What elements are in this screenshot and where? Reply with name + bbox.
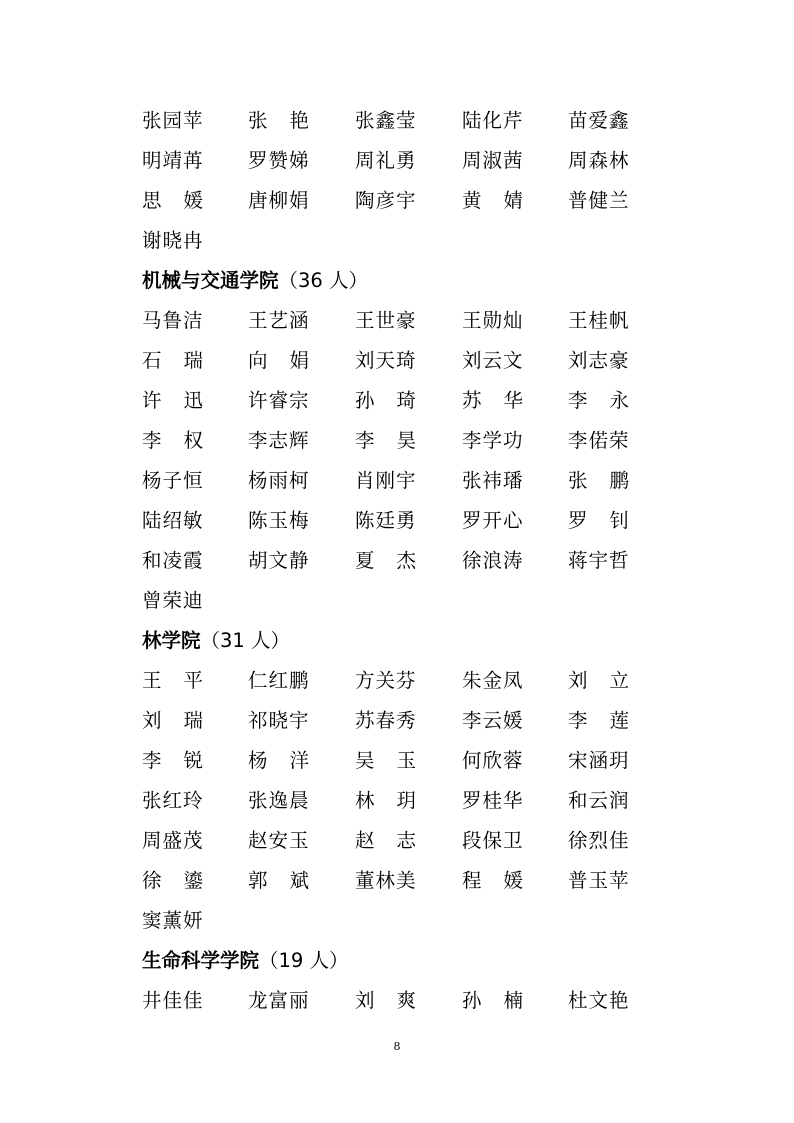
section-heading [142,941,702,981]
person-name: 徐 鎏 [142,869,204,892]
person-name: 徐浪涛 [462,549,524,572]
person-name: 李学功 [462,429,524,452]
person-name: 陶彦宇 [355,189,417,212]
person-name: 王世豪 [355,309,417,332]
person-name: 张红玲 [142,789,204,812]
section-title: 林学院 [142,629,201,652]
name-row [142,421,702,461]
name-row [142,701,702,741]
person-name: 仁红鹏 [248,669,310,692]
person-name: 陆绍敏 [142,509,204,532]
person-name: 王桂帆 [568,309,630,332]
section-count: （31 人） [200,629,291,652]
person-name: 陆化芹 [462,109,524,132]
name-row [142,101,702,141]
person-name: 罗桂华 [462,789,524,812]
person-name: 张祎璠 [462,469,524,492]
person-name: 刘 立 [568,669,630,692]
person-name: 朱金凤 [462,669,524,692]
person-name: 宋涵玥 [568,749,630,772]
person-name: 赵安玉 [248,829,310,852]
person-name: 李 永 [568,389,630,412]
person-name: 和凌霞 [142,549,204,572]
person-name: 王 平 [142,669,204,692]
person-name: 唐柳娟 [248,189,310,212]
name-row [142,581,702,621]
name-row [142,661,702,701]
person-name: 张逸晨 [248,789,310,812]
person-name: 窦薰妍 [142,909,204,932]
person-name: 郭 斌 [248,869,310,892]
name-row [142,901,702,941]
name-row [142,461,702,501]
person-name: 张鑫莹 [355,109,417,132]
section-count: （36 人） [278,269,369,292]
person-name: 孙 楠 [462,989,524,1012]
name-row [142,301,702,341]
section-heading [142,261,702,301]
person-name: 祁晓宇 [248,709,310,732]
person-name: 李云媛 [462,709,524,732]
person-name: 向 娟 [248,349,310,372]
person-name: 普玉苹 [568,869,630,892]
person-name: 陈廷勇 [355,509,417,532]
person-name: 何欣蓉 [462,749,524,772]
person-name: 徐烈佳 [568,829,630,852]
name-row [142,381,702,421]
person-name: 董林美 [355,869,417,892]
person-name: 石 瑞 [142,349,204,372]
section-title: 生命科学学院 [142,949,260,972]
person-name: 周盛茂 [142,829,204,852]
person-name: 刘 瑞 [142,709,204,732]
person-name: 李偌荣 [568,429,630,452]
person-name: 张 鹏 [568,469,630,492]
person-name: 夏 杰 [355,549,417,572]
person-name: 杨 洋 [248,749,310,772]
name-row [142,181,702,221]
section-count: （19 人） [259,949,349,972]
name-row [142,741,702,781]
person-name: 刘 爽 [355,989,417,1012]
name-row [142,781,702,821]
person-name: 苏 华 [462,389,524,412]
name-row [142,501,702,541]
person-name: 和云润 [568,789,630,812]
person-name: 思 媛 [142,189,204,212]
person-name: 井佳佳 [142,989,204,1012]
person-name: 孙 琦 [355,389,417,412]
page-number: 8 [393,1040,401,1053]
person-name: 曾荣迪 [142,589,204,612]
person-name: 肖刚宇 [355,469,417,492]
name-row [142,541,702,581]
name-row [142,981,702,1021]
person-name: 黄 婧 [462,189,524,212]
person-name: 杨子恒 [142,469,204,492]
person-name: 段保卫 [462,829,524,852]
person-name: 周礼勇 [355,149,417,172]
person-name: 苗爱鑫 [568,109,630,132]
person-name: 李 莲 [568,709,630,732]
person-name: 周森林 [568,149,630,172]
name-row [142,861,702,901]
section-heading [142,621,702,661]
person-name: 罗赞娣 [248,149,310,172]
person-name: 张园苹 [142,109,204,132]
person-name: 李志辉 [248,429,310,452]
person-name: 刘天琦 [355,349,417,372]
person-name: 李 锐 [142,749,204,772]
person-name: 苏春秀 [355,709,417,732]
person-name: 罗 钊 [568,509,630,532]
person-name: 许 迅 [142,389,204,412]
name-list [142,101,702,1021]
person-name: 罗开心 [462,509,524,532]
person-name: 胡文静 [248,549,310,572]
person-name: 方关芬 [355,669,417,692]
name-row [142,141,702,181]
person-name: 刘志豪 [568,349,630,372]
name-row [142,821,702,861]
person-name: 周淑茜 [462,149,524,172]
person-name: 龙富丽 [248,989,310,1012]
person-name: 陈玉梅 [248,509,310,532]
person-name: 赵 志 [355,829,417,852]
person-name: 王勋灿 [462,309,524,332]
person-name: 刘云文 [462,349,524,372]
section-title: 机械与交通学院 [142,269,279,292]
person-name: 王艺涵 [248,309,310,332]
person-name: 李 权 [142,429,204,452]
name-row [142,221,702,261]
person-name: 杜文艳 [568,989,630,1012]
person-name: 蒋宇哲 [568,549,630,572]
person-name: 普健兰 [568,189,630,212]
person-name: 谢晓冉 [142,229,204,252]
name-row [142,341,702,381]
person-name: 吴 玉 [355,749,417,772]
person-name: 明靖苒 [142,149,204,172]
person-name: 许睿宗 [248,389,310,412]
person-name: 李 昊 [355,429,417,452]
person-name: 程 媛 [462,869,524,892]
person-name: 马鲁洁 [142,309,204,332]
person-name: 林 玥 [355,789,417,812]
person-name: 张 艳 [248,109,310,132]
person-name: 杨雨柯 [248,469,310,492]
